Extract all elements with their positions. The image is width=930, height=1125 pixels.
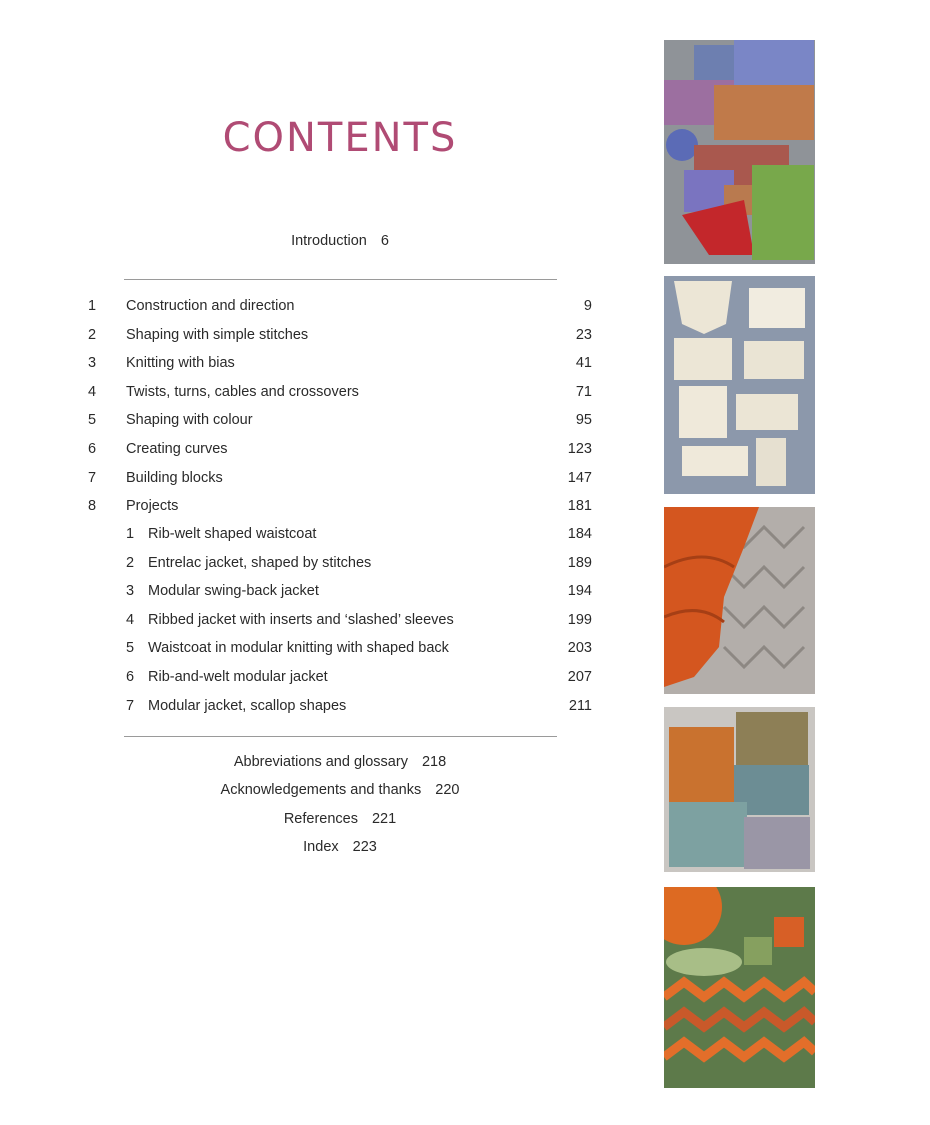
toc-chapter-num: 2 — [88, 326, 97, 343]
toc-chapter-page: 147 — [567, 469, 592, 486]
toc-project-num: 7 — [126, 697, 135, 714]
toc-chapter-num: 4 — [88, 383, 97, 400]
toc-project-num: 2 — [126, 554, 135, 571]
toc-chapter[interactable] — [0, 296, 600, 316]
toc-back-matter-item[interactable] — [124, 754, 556, 770]
toc-chapter-label: Twists, turns, cables and crossovers — [126, 383, 359, 400]
toc-chapter-page: 41 — [575, 355, 592, 372]
toc-chapter-label: Creating curves — [126, 441, 228, 457]
divider-top — [124, 279, 557, 280]
toc-chapter[interactable] — [0, 382, 600, 402]
photo-cable-knit-swatches — [664, 707, 815, 872]
toc-chapter-num: 3 — [88, 355, 97, 372]
toc-chapter-label: Knitting with bias — [126, 355, 235, 372]
page-title: CONTENTS — [222, 114, 458, 161]
toc-chapter-num: 8 — [88, 498, 97, 515]
toc-project[interactable] — [0, 610, 600, 630]
toc-project[interactable] — [0, 524, 600, 544]
toc-chapter-num: 5 — [88, 412, 97, 429]
toc-chapter[interactable] — [0, 325, 600, 345]
toc-back-matter-page: 221 — [371, 810, 397, 827]
toc-project-label: Rib-welt shaped waistcoat — [148, 526, 317, 542]
toc-project-num: 5 — [126, 640, 135, 657]
toc-back-matter-item[interactable] — [124, 839, 556, 855]
toc-project-num: 6 — [126, 669, 135, 685]
toc-project[interactable] — [0, 667, 600, 687]
toc-project-label: Entrelac jacket, shaped by stitches — [148, 554, 372, 571]
toc-chapter[interactable] — [0, 468, 600, 488]
toc-project-num: 1 — [126, 526, 135, 542]
toc-introduction[interactable] — [124, 233, 556, 249]
photo-entrelac-knitting-and-yarn — [664, 887, 815, 1088]
toc-chapter[interactable] — [0, 353, 600, 373]
toc-project-label: Modular swing-back jacket — [148, 583, 319, 600]
toc-introduction-page: 6 — [380, 233, 389, 249]
toc-chapter-num: 1 — [88, 298, 97, 314]
toc-introduction-label: Introduction — [291, 233, 367, 249]
toc-project[interactable] — [0, 581, 600, 601]
toc-chapter-page: 181 — [567, 498, 592, 515]
photo-white-knit-swatches — [664, 276, 815, 494]
toc-project-num: 3 — [126, 583, 135, 600]
toc-project-label: Waistcoat in modular knitting with shaped back — [148, 640, 449, 657]
toc-chapter-label: Building blocks — [126, 469, 223, 486]
toc-project-page: 194 — [567, 583, 592, 600]
toc-back-matter-page: 223 — [352, 838, 377, 855]
toc-chapter[interactable] — [0, 410, 600, 430]
toc-project-num: 4 — [126, 611, 135, 628]
toc-chapter-label: Construction and direction — [126, 298, 295, 314]
toc-project-label: Modular jacket, scallop shapes — [148, 697, 347, 714]
toc-project[interactable] — [0, 638, 600, 658]
toc-back-matter-label: Index — [303, 838, 339, 855]
toc-project-label: Ribbed jacket with inserts and ‘slashed’ sleeves — [148, 611, 454, 628]
toc-back-matter-page: 218 — [421, 754, 447, 770]
toc-chapter-num: 7 — [88, 469, 97, 486]
toc-chapter-page: 23 — [575, 326, 592, 343]
toc-project-page: 211 — [568, 697, 592, 714]
toc-project[interactable] — [0, 696, 600, 716]
toc-chapter-num: 6 — [88, 441, 97, 457]
toc-chapter[interactable] — [0, 496, 600, 516]
toc-project-page: 207 — [567, 669, 592, 685]
toc-back-matter-page: 220 — [435, 782, 460, 799]
toc-chapter[interactable] — [0, 439, 600, 459]
toc-chapter-label: Projects — [126, 498, 179, 515]
toc-chapter-page: 95 — [575, 412, 592, 429]
toc-chapter-label: Shaping with colour — [126, 412, 253, 429]
toc-back-matter-item[interactable] — [124, 782, 556, 798]
toc-chapter-label: Shaping with simple stitches — [126, 326, 309, 343]
toc-project-label: Rib-and-welt modular jacket — [148, 669, 328, 685]
toc-chapter-page: 123 — [567, 441, 592, 457]
toc-back-matter-item[interactable] — [124, 811, 556, 827]
photo-knitted-miniature-garments — [664, 40, 815, 264]
toc-project-page: 199 — [567, 611, 592, 628]
toc-back-matter-label: Acknowledgements and thanks — [220, 782, 422, 799]
toc-chapter-page: 9 — [583, 298, 592, 314]
toc-back-matter-label: References — [283, 810, 358, 827]
toc-project-page: 184 — [567, 526, 592, 542]
toc-project[interactable] — [0, 553, 600, 573]
divider-bottom — [124, 736, 557, 737]
toc-chapter-page: 71 — [575, 383, 592, 400]
photo-orange-and-grey-knitting — [664, 507, 815, 694]
toc-back-matter-label: Abbreviations and glossary — [233, 754, 408, 770]
toc-project-page: 203 — [567, 640, 592, 657]
toc-project-page: 189 — [567, 554, 592, 571]
